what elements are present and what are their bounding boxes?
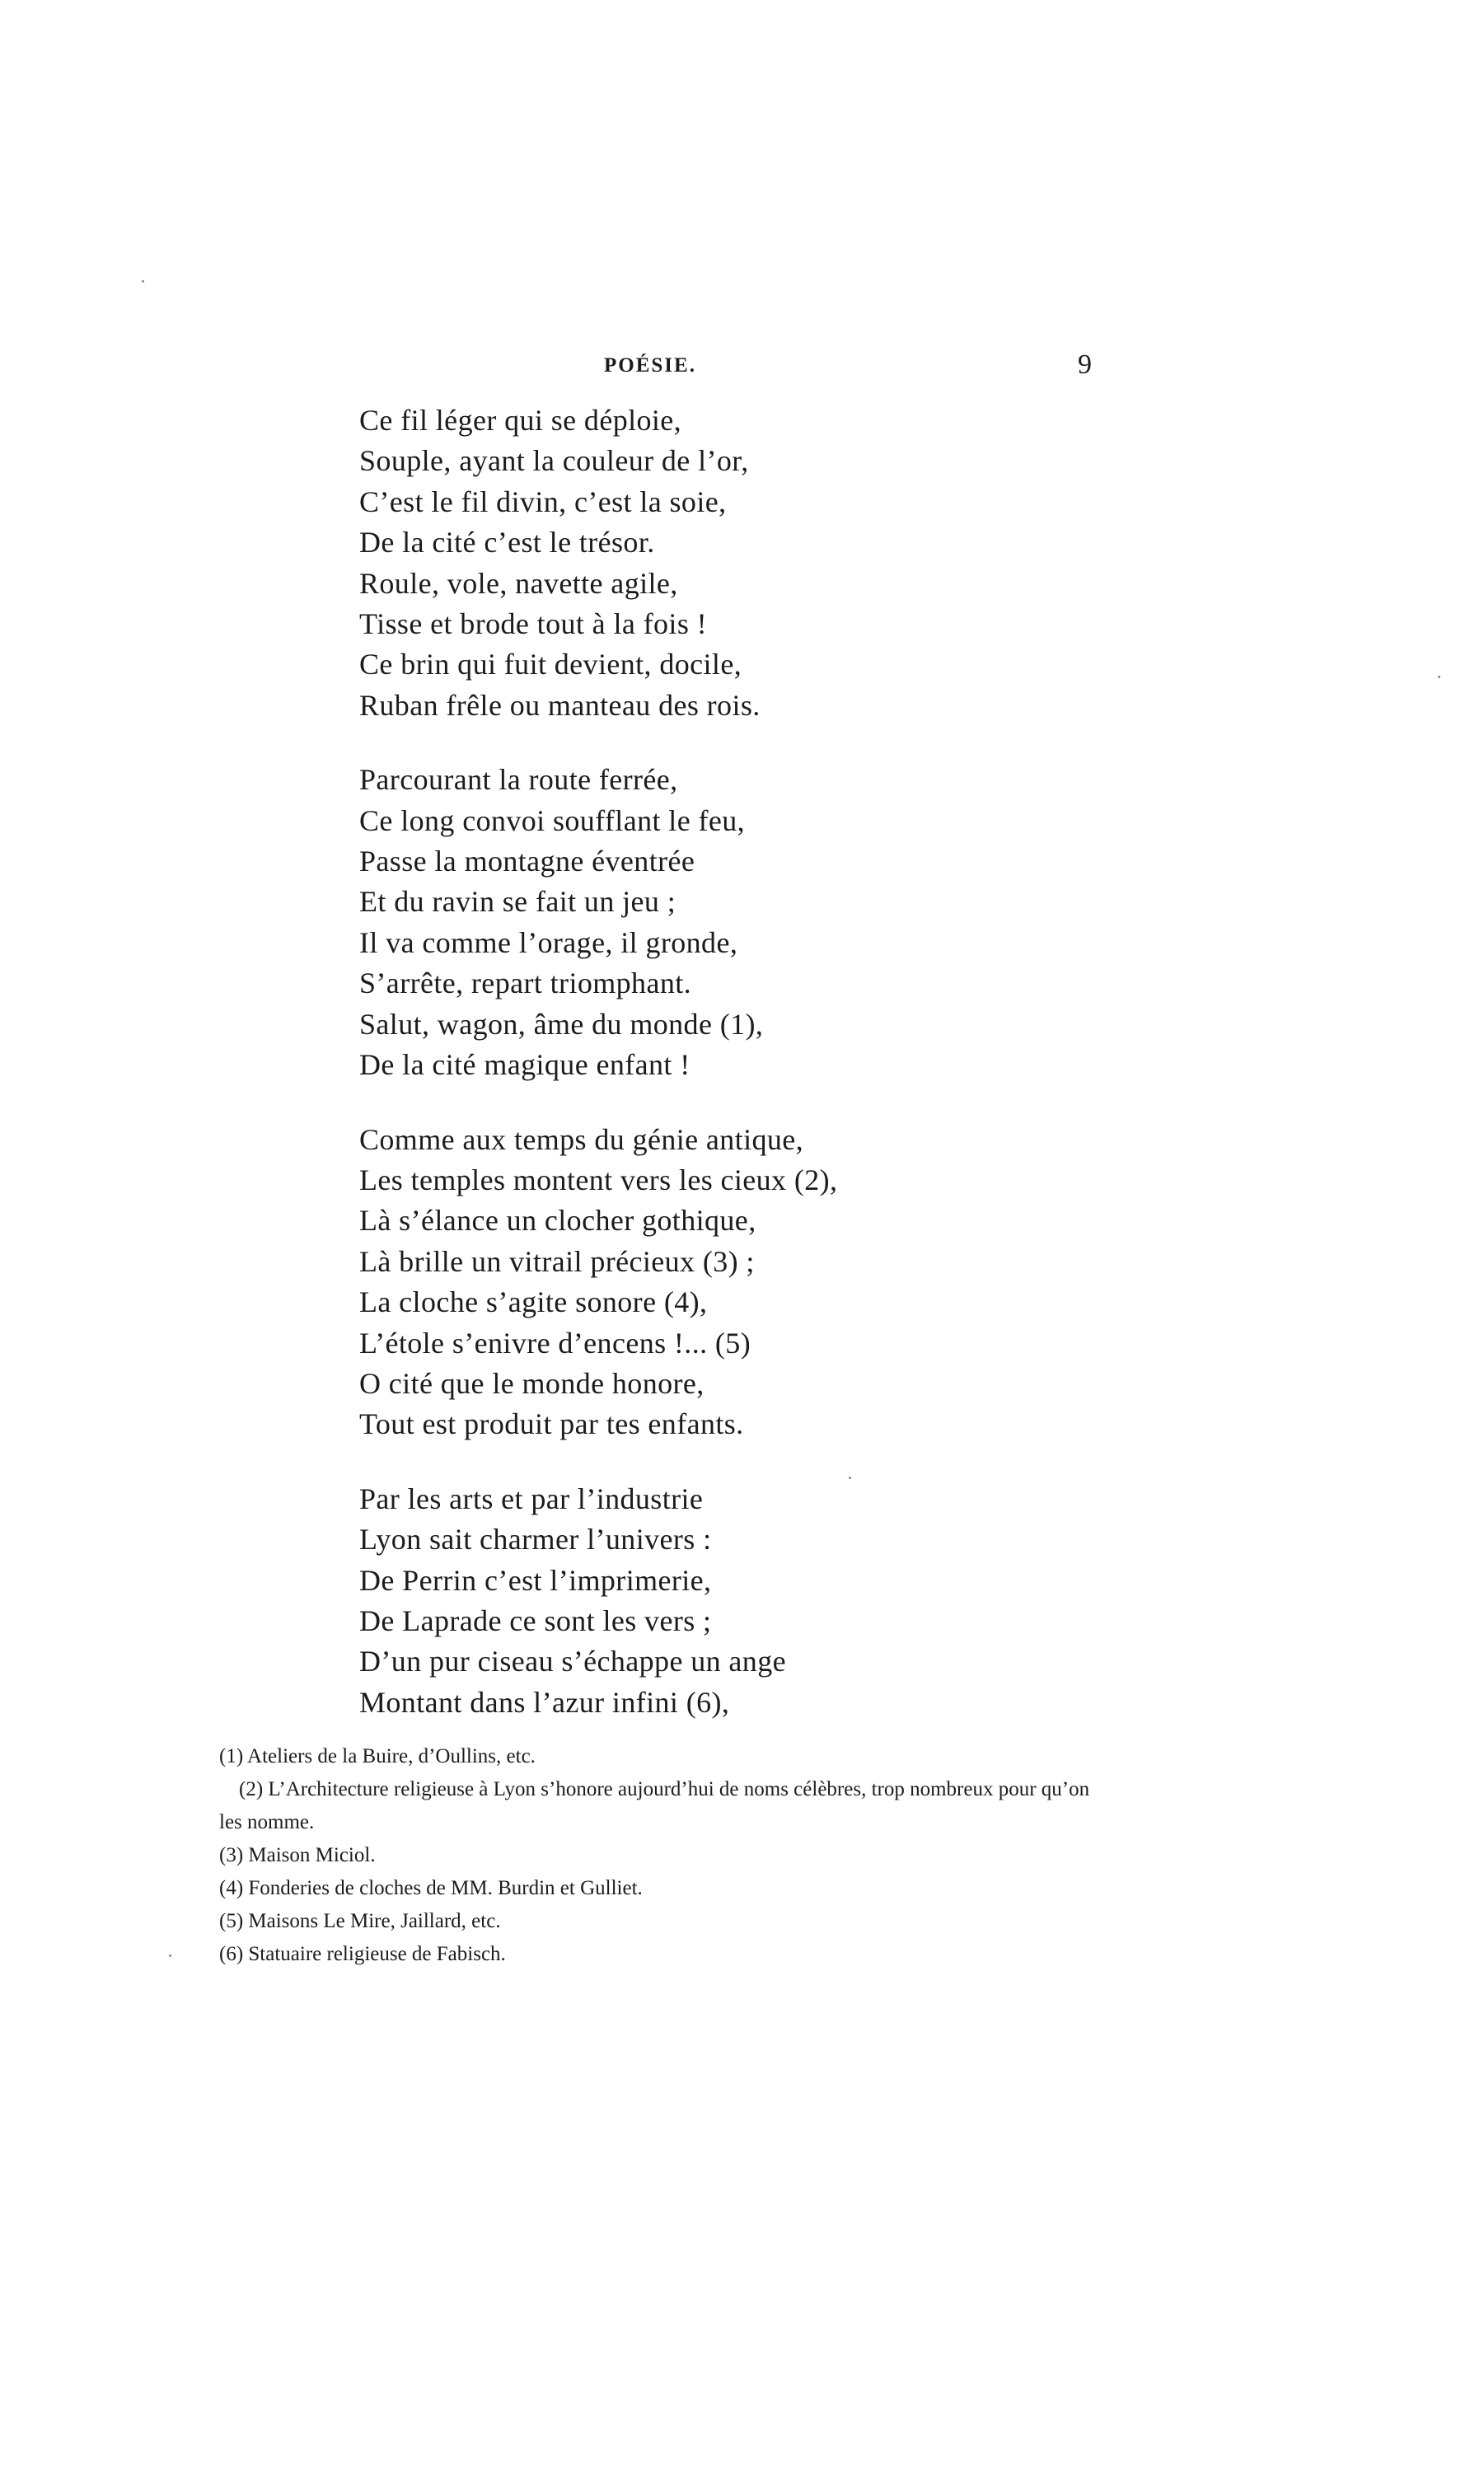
paper-speck bbox=[1438, 676, 1440, 678]
verse-line: Ce fil léger qui se déploie, bbox=[359, 404, 682, 437]
verse-line: Et du ravin se fait un jeu ; bbox=[359, 885, 676, 919]
verse-line: De la cité c’est le trésor. bbox=[359, 526, 655, 559]
verse-line: Là brille un vitrail précieux (3) ; bbox=[359, 1244, 755, 1278]
stanza bbox=[359, 400, 1430, 726]
poem bbox=[359, 400, 1430, 1757]
verse-line: Roule, vole, navette agile, bbox=[359, 566, 678, 600]
verse-line: De la cité magique enfant ! bbox=[359, 1048, 691, 1082]
verse-line: L’étole s’enivre d’encens !... (5) bbox=[359, 1326, 751, 1360]
verse-line: Ce brin qui fuit devient, docile, bbox=[359, 648, 742, 681]
verse-line: Comme aux temps du génie antique, bbox=[359, 1122, 804, 1156]
verse-line: Ce long convoi soufflant le feu, bbox=[359, 803, 746, 837]
paper-speck bbox=[849, 1477, 851, 1479]
verse-line: Tout est produit par tes enfants. bbox=[359, 1407, 744, 1441]
paper-speck bbox=[142, 280, 144, 283]
verse-line: O cité que le monde honore, bbox=[359, 1366, 705, 1400]
footnote: (5) Maisons Le Mire, Jaillard, etc. bbox=[219, 1910, 501, 1932]
running-title: POÉSIE. bbox=[604, 354, 696, 377]
verse-line: De Laprade ce sont les vers ; bbox=[359, 1603, 712, 1637]
verse-line: Souple, ayant la couleur de l’or, bbox=[359, 444, 749, 478]
footnote: (4) Fonderies de cloches de MM. Burdin et Gulliet. bbox=[219, 1877, 643, 1899]
verse-line: Par les arts et par l’industrie bbox=[359, 1482, 704, 1515]
verse-line: S’arrête, repart triomphant. bbox=[359, 967, 692, 1000]
verse-line: De Perrin c’est l’imprimerie, bbox=[359, 1563, 712, 1597]
footnote: (1) Ateliers de la Buire, d’Oullins, etc. bbox=[219, 1745, 536, 1767]
verse-line: Salut, wagon, âme du monde (1), bbox=[359, 1007, 764, 1041]
verse-line: D’un pur ciseau s’échappe un ange bbox=[359, 1645, 786, 1678]
stanza bbox=[359, 1120, 1430, 1445]
stanza bbox=[359, 1479, 1430, 1723]
verse-line: Il va comme l’orage, il gronde, bbox=[359, 925, 738, 959]
verse-line: Les temples montent vers les cieux (2), bbox=[359, 1163, 838, 1196]
verse-line: La cloche s’agite sonore (4), bbox=[359, 1285, 708, 1319]
verse-line: Lyon sait charmer l’univers : bbox=[359, 1523, 712, 1556]
verse-line: Parcourant la route ferrée, bbox=[359, 763, 678, 797]
footnote: (3) Maison Miciol. bbox=[219, 1844, 376, 1866]
page-number: 9 bbox=[1078, 349, 1092, 380]
footnote: (2) L’Architecture religieuse à Lyon s’honore aujourd’hui de noms célèbres, trop nombreux pour qu’on les nomme. bbox=[219, 1778, 1090, 1833]
verse-line: C’est le fil divin, c’est la soie, bbox=[359, 484, 727, 518]
footnotes bbox=[219, 1740, 1117, 1971]
footnote: (6) Statuaire religieuse de Fabisch. bbox=[219, 1943, 506, 1965]
verse-line: Tisse et brode tout à la fois ! bbox=[359, 607, 708, 641]
paper-speck bbox=[169, 1954, 171, 1957]
stanza bbox=[359, 760, 1430, 1085]
verse-line: Là s’élance un clocher gothique, bbox=[359, 1204, 756, 1238]
verse-line: Ruban frêle ou manteau des rois. bbox=[359, 688, 761, 722]
verse-line: Passe la montagne éventrée bbox=[359, 845, 695, 878]
verse-line: Montant dans l’azur infini (6), bbox=[359, 1685, 730, 1719]
